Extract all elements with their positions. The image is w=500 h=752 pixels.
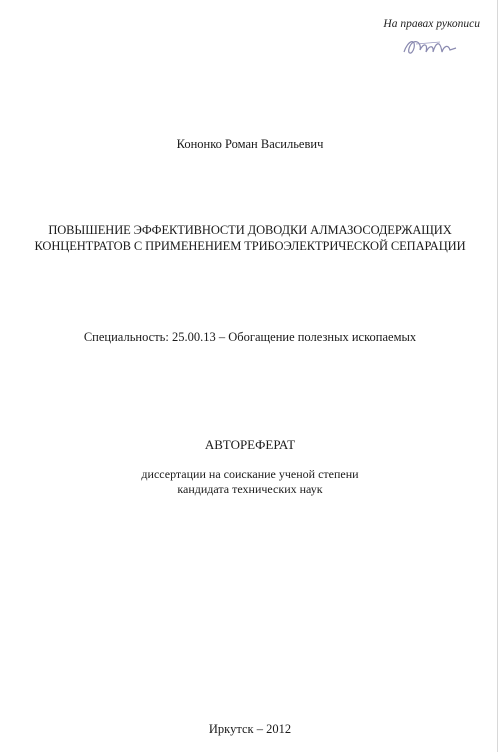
city-year: Иркутск – 2012 bbox=[208, 722, 292, 736]
dissertation-title bbox=[30, 222, 470, 254]
author-name: Кононко Роман Васильевич bbox=[176, 137, 324, 151]
description-line: кандидата технических наук bbox=[177, 482, 323, 496]
description-line: диссертации на соискание ученой степени bbox=[141, 467, 359, 481]
page-edge-line bbox=[497, 0, 498, 752]
specialty-line: Специальность: 25.00.13 – Обогащение полезных ископаемых bbox=[83, 330, 417, 344]
rights-notice: На правах рукописи bbox=[383, 18, 480, 30]
title-line: ПОВЫШЕНИЕ ЭФФЕКТИВНОСТИ ДОВОДКИ АЛМАЗОСОДЕРЖАЩИХ bbox=[48, 223, 452, 237]
title-line: КОНЦЕНТРАТОВ С ПРИМЕНЕНИЕМ ТРИБОЭЛЕКТРИЧЕСКОЙ СЕПАРАЦИИ bbox=[34, 239, 466, 253]
document-type: АВТОРЕФЕРАТ bbox=[204, 437, 296, 452]
degree-description bbox=[0, 467, 500, 497]
handwritten-signature bbox=[400, 32, 460, 60]
